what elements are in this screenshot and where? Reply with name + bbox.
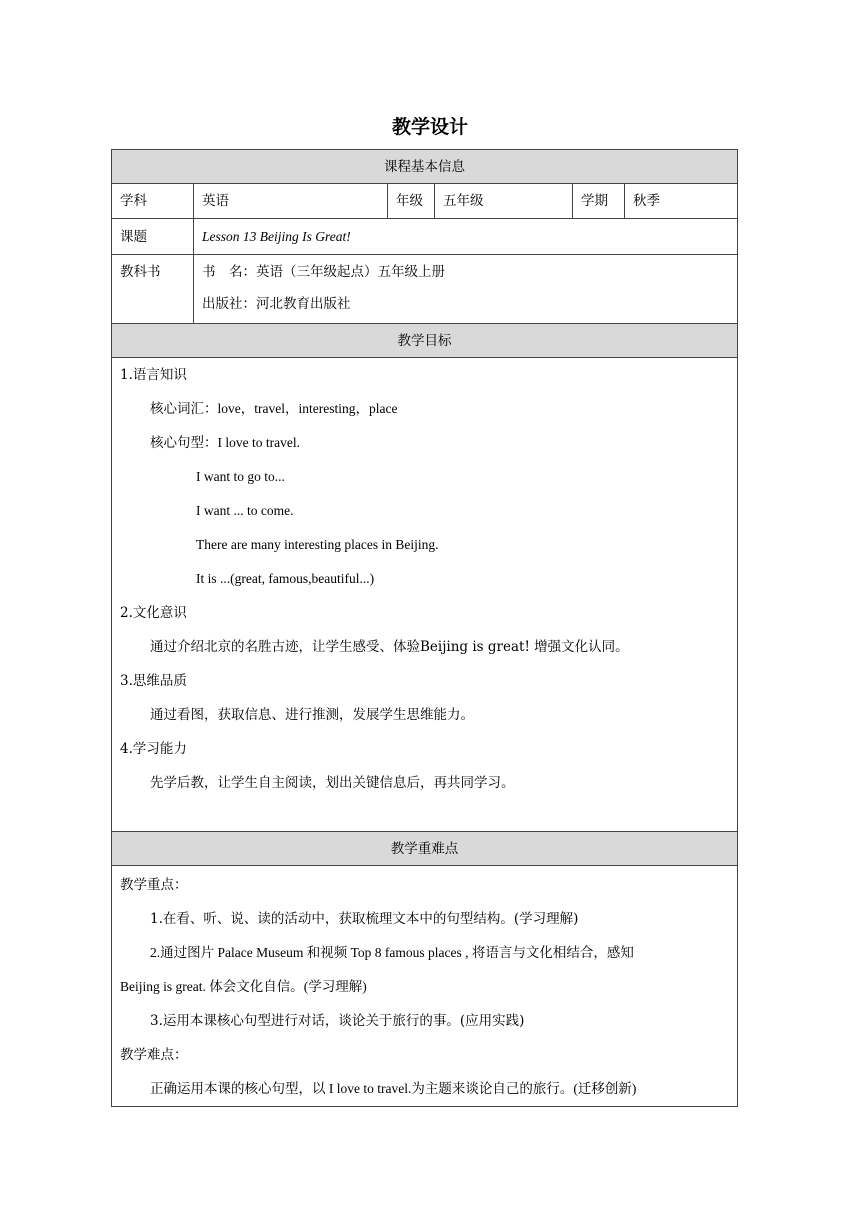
- term-value: 秋季: [625, 184, 738, 219]
- cultural-awareness-text: 通过介绍北京的名胜古迹，让学生感受、体验Beijing is great! 增强文化认同。: [150, 639, 629, 655]
- thinking-quality-text: 通过看图，获取信息、进行推测，发展学生思维能力。: [150, 707, 474, 723]
- core-sentence: 核心句型：I love to travel.: [150, 435, 300, 450]
- objectives-header: 教学目标: [112, 324, 738, 358]
- basic-info-header-row: [112, 150, 738, 184]
- teaching-focus-3: 3.运用本课核心句型进行对话，谈论关于旅行的事。(应用实践): [150, 1013, 525, 1029]
- basic-info-header: 课程基本信息: [112, 150, 738, 184]
- objectives-row: [112, 358, 738, 832]
- grade-label: 年级: [388, 184, 435, 219]
- key-points-row: [112, 866, 738, 1107]
- key-points-header: 教学重难点: [112, 832, 738, 866]
- teaching-focus-1: 1.在看、听、说、读的活动中，获取梳理文本中的句型结构。(学习理解): [150, 911, 579, 927]
- subject-row: [112, 184, 738, 219]
- term-label: 学期: [573, 184, 625, 219]
- objectives-header-row: [112, 324, 738, 358]
- topic-value: Lesson 13 Beijing Is Great!: [194, 219, 738, 255]
- teaching-focus-2-line1: 2.通过图片 Palace Museum 和视频 Top 8 famous places , 将语言与文化相结合，感知: [150, 945, 634, 960]
- learning-ability-title: 4.学习能力: [120, 741, 187, 757]
- learning-ability-text: 先学后教，让学生自主阅读，划出关键信息后，再共同学习。: [150, 775, 515, 791]
- sentence-pattern-4: It is ...(great, famous,beautiful...): [196, 571, 375, 586]
- textbook-row: [112, 255, 738, 324]
- teaching-difficulty-title: 教学难点：: [120, 1047, 188, 1063]
- book-name-line: 书 名：英语（三年级起点）五年级上册: [202, 264, 445, 280]
- sentence-pattern-3: There are many interesting places in Beijing.: [196, 537, 439, 552]
- key-points-header-row: [112, 832, 738, 866]
- document-title: 教学设计: [391, 116, 468, 138]
- subject-label: 学科: [112, 184, 194, 219]
- teaching-focus-2-line2: Beijing is great. 体会文化自信。(学习理解): [120, 979, 367, 994]
- language-knowledge-title: 1.语言知识: [120, 367, 187, 383]
- textbook-label: 教科书: [112, 255, 194, 324]
- sentence-pattern-2: I want ... to come.: [196, 503, 294, 518]
- grade-value: 五年级: [435, 184, 573, 219]
- publisher-line: 出版社：河北教育出版社: [202, 296, 351, 312]
- sentence-pattern-1: I want to go to...: [196, 469, 285, 484]
- topic-row: [112, 219, 738, 255]
- lesson-design-table: [111, 149, 738, 1107]
- teaching-focus-title: 教学重点：: [120, 877, 188, 893]
- key-points-body: [112, 866, 738, 1107]
- subject-value: 英语: [194, 184, 388, 219]
- cultural-awareness-title: 2.文化意识: [120, 605, 187, 621]
- teaching-difficulty-1: 正确运用本课的核心句型，以 I love to travel.为主题来谈论自己的旅行。(迁移创新): [150, 1081, 637, 1096]
- topic-label: 课题: [112, 219, 194, 255]
- thinking-quality-title: 3.思维品质: [120, 673, 187, 689]
- core-vocab: 核心词汇：love，travel，interesting，place: [150, 401, 398, 416]
- objectives-body: [112, 358, 738, 832]
